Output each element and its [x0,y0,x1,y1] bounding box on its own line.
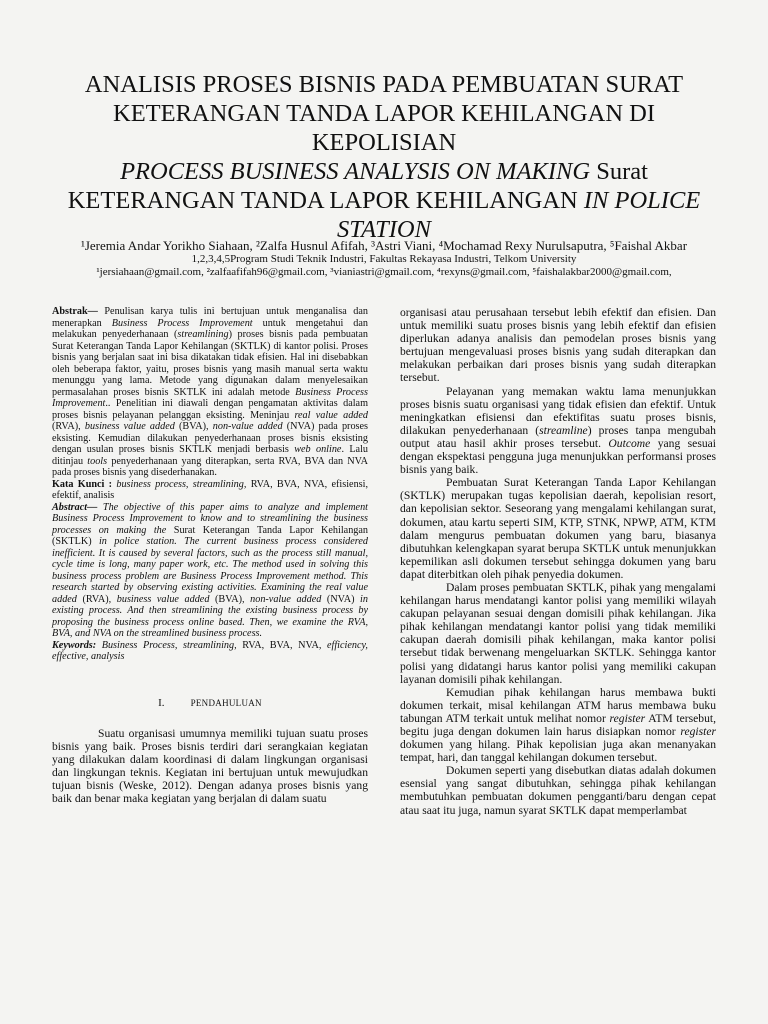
right-column [400,306,716,817]
kata-kunci-paragraph: Kata Kunci : business process, streamlining, RVA, BVA, NVA, efisiensi, efektif, analisis [52,478,369,501]
body-paragraph: organisasi atau perusahaan tersebut lebih efektif dan efisien. Dan untuk memiliki suatu proses bisnis yang lebih efektif dan efisien diperlukan adanya analisis dan pemodelan proses bisnis yang bertujuan mengevaluasi proses bisnis yang sudah diterapkan dan melakukan perbaikan dari proses bisnis yang sudah diterapkan tersebut. [400,306,716,385]
body-paragraph: Kemudian pihak kehilangan harus membawa bukti dokumen terkait, misal kehilangan ATM harus membawa buku tabungan ATM terkait untuk melihat nomor register ATM tersebut, begitu juga dengan dokumen lain harus disiapkan nomor register dokumen yang hilang. Pihak kepolisian juga akan menanyakan tempat, hari, dan tanggal kehilangan dokumen tersebut. [400,685,717,765]
author-emails: ¹jersiahaan@gmail.com, ²zalfaafifah96@gmail.com, ³vianiastri@gmail.com, ⁴rexyns@gmail.com, ⁵faishalakbar2000@gmail.com, [96,266,672,278]
paper-title [40,70,728,244]
body-paragraph: Pembuatan Surat Keterangan Tanda Lapor Kehilangan (SKTLK) merupakan tugas kepolisian daerah, kepolisian resort, dan kepolisian sektor. Seseorang yang mengalami kehilangan surat, dokumen, atau kartu seperti SIM, KTP, STNK, NPWP, ATM, KTM dalam mengurus pembuatan dokumen yang baru, biasanya dibutuhkan kelengkapan syarat berupa SKTLK untuk menunjukkan kepemilikan asli dokumen tersebut sehingga dokumen yang baru dapat diterbitkan oleh pihak penyedia dokumen. [400,476,716,581]
author-names: ¹Jeremia Andar Yorikho Siahaan, ²Zalfa Husnul Afifah, ³Astri Viani, ⁴Mochamad Rexy Nurulsaputra, ⁵Faishal Akbar [80,238,688,253]
left-column [52,306,368,805]
keywords-english-paragraph: Keywords: Business Process, streamlining, RVA, BVA, NVA, efficiency, effective, analysis [52,639,368,662]
author-affiliation: 1,2,3,4,5Program Studi Teknik Industri, Fakultas Rekayasa Industri, Telkom University [191,253,577,265]
title-indonesian: ANALISIS PROSES BISNIS PADA PEMBUATAN SURAT KETERANGAN TANDA LAPOR KEHILANGAN DI KEPOLISIAN [84,71,684,156]
intro-paragraph: Suatu organisasi umumnya memiliki tujuan suatu proses bisnis yang baik. Proses bisnis terdiri dari serangkaian kegiatan yang dilakukan dalam koordinasi di dalam lingkungan organisasi dan lingkungan teknis. Kegiatan ini bertujuan untuk mewujudkan tujuan bisnis (Weske, 2012). Dengan adanya proses bisnis yang baik dan benar maka kegiatan yang berjalan di dalam suatu [52,726,368,806]
body-paragraph: Dalam proses pembuatan SKTLK, pihak yang mengalami kehilangan harus mendatangi kantor polisi yang memiliki wilayah cakupan pelayanan sesuai dengan domisili pihak kehilangan. Jika pihak kehilangan mendatangi kantor polisi yang tidak memiliki cakupan daerah domisili pihak kehilangan, maka kantor polisi tersebut tidak berwenang mengeluarkan SKTLK. Sehingga kantor polisi yang didatangi harus kantor polisi yang memiliki cakupan layanan domisili pihak kehilangan. [400,580,716,686]
body-paragraph: Pelayanan yang memakan waktu lama menunjukkan proses bisnis suatu organisasi yang tidak efisien dan efektif. Untuk meningkatkan efisiensi dan efektifitas suatu proses bisnis, dilakukan penyederhanaan (streamline) proses tanpa mengubah output atau hasil akhir proses tersebut. Outcome yang sesuai dengan ekspektasi pengguna juga menunjukkan performansi proses bisnis yang baik. [400,384,716,477]
abstract-english-paragraph: Abstract— The objective of this paper aims to analyze and implement Business Process Improvement to know and to streamlining the business processes on making the Surat Keterangan Tanda Lapor Kehilangan (SKTLK) in police station. The current business process considered inefficient. It is caused by several factors, such as the process still manual, cycle time is long, many paper work, etc. The method used in solving this business process problem are Business Process Improvement method. This research started by observing existing activities. Examining the real value added (RVA), business value added (BVA), non-value added (NVA) in existing process. And then streamlining the existing business process by proposing the business process online based. Then, we examine the RVA, BVA, and NVA on the streamlined business process. [52,501,368,639]
section-heading-introduction: I. PENDAHULUAN [158,696,262,709]
body-paragraph: Dokumen seperti yang disebutkan diatas adalah dokumen esensial yang sangat dibutuhkan, sehingga pihak kehilangan membutuhkan pembuatan dokumen pengganti/baru dengan cepat atau saat itu juga, namun syarat SKTLK dapat memperlambat [400,764,716,817]
title-english: PROCESS BUSINESS ANALYSIS ON MAKING Surat KETERANGAN TANDA LAPOR KEHILANGAN IN POLICE STATION [67,158,701,243]
author-block [40,238,728,279]
abstrak-paragraph: Abstrak— Penulisan karya tulis ini bertujuan untuk menganalisa dan menerapkan Business Process Improvement untuk mengetahui dan melakukan penyederhanaan (streamlining) proses bisnis pada pembuatan Surat Keterangan Tanda Lapor Kehilangan (SKTLK) di kantor polisi. Proses bisnis yang berjalan saat ini bisa dikatakan tidak efisien. Hal ini disebabkan oleh beberapa faktor, yaitu, proses bisnis yang masih manual serta waktu menunggu yang lama. Metode yang digunakan dalam menyelesaikan permasalahan proses bisnis SKTLK ini adalah metode Business Process Improvement.. Penelitian ini diawali dengan pengamatan aktivitas dalam proses bisnis pelayanan pelanggan eksisting. Meninjau real value added (RVA), business value added (BVA), non-value added (NVA) pada proses eksisting. Kemudian dilakukan penyederhanaan proses bisnis eksisting dengan usulan proses bisnis SKTLK menjadi berbasis web online. Lalu ditinjau tools penyederhanaan yang diterapkan, serta RVA, BVA dan NVA pada proses bisnis yang disederhanakan. [52,306,369,478]
